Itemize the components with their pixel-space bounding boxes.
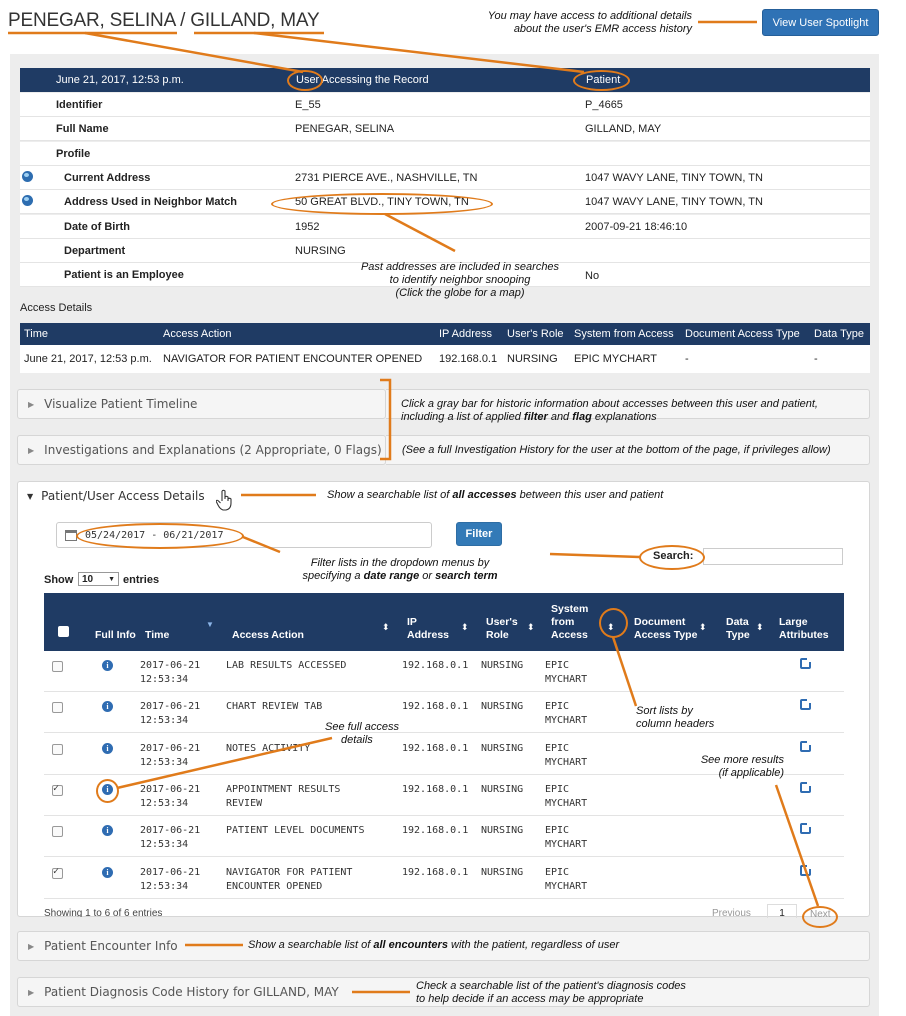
- record-row: [20, 215, 870, 239]
- system-cell: [545, 783, 587, 811]
- sort-icon[interactable]: ⬍: [382, 622, 390, 632]
- col-ip-address[interactable]: IP Address: [407, 616, 450, 641]
- row-checkbox[interactable]: [52, 826, 63, 837]
- gray-bar-note-2a: including a list of applied: [401, 411, 524, 423]
- info-icon[interactable]: i: [102, 825, 113, 836]
- encounters-note-b: all encounters: [373, 939, 448, 951]
- col-access-action[interactable]: Access Action: [232, 629, 304, 641]
- patient-column-header: Patient: [586, 74, 621, 86]
- record-user-value: 2731 PIERCE AVE., NASHVILLE, TN: [295, 171, 478, 184]
- row-checkbox[interactable]: [52, 661, 63, 672]
- diagnosis-history-label: Patient Diagnosis Code History for GILLAND, MAY: [44, 985, 339, 999]
- date-range-value: 05/24/2017 - 06/21/2017: [85, 529, 224, 541]
- role-cell: NURSING: [481, 783, 524, 795]
- chevron-right-icon: ▶: [28, 941, 35, 951]
- access-list-note: [327, 489, 663, 502]
- record-user-value: E_55: [295, 98, 321, 111]
- ad-col-role: User's Role: [507, 328, 564, 340]
- system-line: MYCHART: [545, 674, 588, 685]
- record-patient-value: No: [585, 270, 600, 282]
- sort-note-line-1: Sort lists by: [636, 705, 693, 717]
- record-user-value: 50 GREAT BLVD., TINY TOWN, TN: [295, 195, 469, 208]
- ip-cell: 192.168.0.1: [402, 825, 469, 837]
- system-line: MYCHART: [545, 880, 588, 892]
- system-cell: [545, 659, 587, 687]
- external-link-icon[interactable]: [800, 823, 811, 834]
- col-data-type[interactable]: Data Type: [726, 616, 750, 641]
- record-row: [20, 117, 870, 141]
- col-users-role[interactable]: User's Role: [486, 616, 518, 641]
- action-line: LAB RESULTS ACCESSED: [226, 660, 347, 671]
- table-row: [44, 858, 844, 899]
- showing-entries-text: Showing 1 to 6 of 6 entries: [44, 908, 163, 917]
- record-patient-value: 2007-09-21 18:46:10: [585, 220, 688, 233]
- page-title: PENEGAR, SELINA / GILLAND, MAY: [8, 10, 320, 31]
- date-range-oval: [76, 523, 244, 549]
- time-cell: [140, 700, 200, 728]
- role-cell: NURSING: [481, 866, 524, 878]
- system-line: EPIC: [545, 742, 570, 754]
- action-cell: [226, 700, 322, 714]
- system-line: MYCHART: [545, 797, 588, 809]
- role-cell: NURSING: [481, 660, 524, 671]
- action-line: NAVIGATOR FOR PATIENT: [226, 866, 353, 878]
- diagnosis-note-line-2: to help decide if an access may be appropriate: [416, 993, 644, 1005]
- record-row: [20, 93, 870, 117]
- view-user-spotlight-button[interactable]: View User Spotlight: [762, 9, 879, 36]
- ip-cell: 192.168.0.1: [402, 866, 469, 878]
- time-cell: [140, 742, 200, 770]
- external-link-icon[interactable]: [800, 741, 811, 752]
- spotlight-note-line-1: You may have access to additional details: [487, 10, 692, 22]
- system-line: EPIC: [545, 783, 570, 795]
- time-date: 2017-06-21: [140, 701, 201, 713]
- external-link-icon[interactable]: [800, 658, 811, 669]
- record-patient-value: 1047 WAVY LANE, TINY TOWN, TN: [585, 195, 763, 208]
- gray-bar-note-2d: flag: [572, 411, 592, 423]
- col-time[interactable]: Time: [145, 629, 170, 641]
- time-clock: 12:53:34: [140, 839, 189, 851]
- globe-icon[interactable]: [22, 195, 33, 206]
- address-note-line-3: (Click the globe for a map): [395, 287, 525, 299]
- time-cell: [140, 866, 200, 894]
- table-row: [44, 651, 844, 692]
- record-label: Full Name: [56, 122, 109, 135]
- action-cell: [226, 824, 364, 838]
- ad-col-time: Time: [24, 328, 49, 340]
- user-header-oval: [287, 70, 323, 91]
- grid-header: [44, 593, 844, 651]
- filter-note-line-1: Filter lists in the dropdown menus by: [310, 557, 490, 569]
- record-label: Date of Birth: [64, 220, 130, 233]
- row-checkbox[interactable]: [52, 785, 63, 796]
- time-date: 2017-06-21: [140, 742, 201, 754]
- sort-note: [636, 705, 714, 731]
- ad-col-doc: Document Access Type: [685, 328, 800, 340]
- external-link-icon[interactable]: [800, 865, 811, 876]
- investigations-bar[interactable]: [17, 435, 386, 465]
- info-icon[interactable]: i: [102, 784, 113, 795]
- record-row: [20, 166, 870, 190]
- address-note: [332, 261, 588, 300]
- diagnosis-note: [416, 980, 686, 1006]
- filter-note: [285, 557, 515, 583]
- ad-system: EPIC MYCHART: [574, 353, 657, 365]
- access-details-title: Patient/User Access Details: [41, 489, 205, 503]
- more-results-note: [680, 754, 784, 780]
- sort-icon[interactable]: ⬍: [527, 622, 535, 632]
- chevron-right-icon: ▶: [28, 987, 35, 997]
- record-user-value: NURSING: [295, 244, 346, 257]
- time-clock: 12:53:34: [140, 715, 189, 727]
- record-label: Patient is an Employee: [64, 268, 184, 281]
- address-note-line-1: Past addresses are included in searches: [360, 261, 560, 273]
- action-line: APPOINTMENT RESULTS: [226, 783, 341, 795]
- record-row: [20, 239, 870, 263]
- ad-col-data: Data Type: [814, 328, 864, 340]
- info-icon[interactable]: i: [102, 743, 113, 754]
- gray-bar-note-line-1: Click a gray bar for historic information about accesses between this user and patient,: [401, 398, 818, 410]
- full-details-note-line-2: details: [341, 734, 373, 746]
- show-label: Show: [44, 574, 74, 586]
- ad-action: NAVIGATOR FOR PATIENT ENCOUNTER OPENED: [163, 353, 423, 365]
- filter-button[interactable]: Filter: [456, 522, 502, 546]
- sort-icon[interactable]: ⬍: [607, 622, 615, 632]
- chevron-down-icon: ▼: [27, 491, 34, 501]
- col-system[interactable]: System from Access: [551, 603, 589, 641]
- row-checkbox[interactable]: [52, 702, 63, 713]
- ad-doc: -: [685, 353, 689, 365]
- action-cell: [226, 659, 346, 673]
- filter-note-line-2: [285, 570, 515, 583]
- investigations-label: Investigations and Explanations (2 Appropriate, 0 Flags): [44, 443, 382, 457]
- filter-note-2d: search term: [435, 570, 498, 582]
- access-details-row: [20, 345, 870, 373]
- time-clock: 12:53:34: [140, 674, 189, 685]
- record-patient-value: 1047 WAVY LANE, TINY TOWN, TN: [585, 171, 763, 184]
- system-line: EPIC: [545, 701, 570, 713]
- access-details-label: Access Details: [20, 302, 93, 314]
- patient-encounter-label: Patient Encounter Info: [44, 939, 178, 953]
- info-icon[interactable]: i: [102, 701, 113, 712]
- info-icon[interactable]: i: [102, 867, 113, 878]
- ip-cell: 192.168.0.1: [402, 660, 469, 671]
- entries-select-value: 10: [82, 573, 94, 585]
- spotlight-note: [450, 10, 692, 36]
- sort-oval: [599, 608, 628, 638]
- info-icon[interactable]: i: [102, 660, 113, 671]
- access-list-note-b: all accesses: [452, 489, 517, 501]
- col-full-info[interactable]: Full Info: [95, 629, 136, 641]
- sort-icon[interactable]: ⬍: [461, 622, 469, 632]
- ip-cell: 192.168.0.1: [402, 783, 469, 795]
- role-cell: NURSING: [481, 742, 524, 754]
- action-cell: [226, 742, 310, 756]
- action-line: REVIEW: [226, 797, 263, 809]
- search-oval: [639, 545, 705, 570]
- time-date: 2017-06-21: [140, 783, 201, 795]
- action-cell: [226, 866, 352, 894]
- system-line: EPIC: [545, 866, 570, 878]
- investigation-history-note: (See a full Investigation History for the user at the bottom of the page, if privileges allow): [402, 444, 831, 456]
- table-row: [44, 816, 844, 857]
- row-checkbox[interactable]: [52, 744, 63, 755]
- next-page-button[interactable]: Next: [810, 909, 831, 917]
- time-cell: [140, 824, 200, 852]
- table-row: [44, 692, 844, 733]
- filter-note-2c: or: [419, 570, 436, 582]
- system-cell: [545, 824, 587, 852]
- next-oval: [802, 906, 838, 928]
- encounters-note-a: Show a searchable list of: [248, 939, 374, 951]
- system-cell: [545, 742, 587, 770]
- visualize-timeline-label: Visualize Patient Timeline: [44, 397, 198, 411]
- system-line: MYCHART: [545, 839, 588, 851]
- time-date: 2017-06-21: [140, 866, 201, 878]
- external-link-icon[interactable]: [800, 699, 811, 710]
- external-link-icon[interactable]: [800, 782, 811, 793]
- access-details-header: [20, 323, 870, 345]
- sort-icon[interactable]: ⬍: [699, 622, 707, 632]
- action-cell: [226, 783, 340, 811]
- ip-cell: 192.168.0.1: [402, 701, 469, 713]
- system-line: MYCHART: [545, 715, 588, 727]
- neighbor-address-oval: [271, 193, 493, 215]
- system-line: EPIC: [545, 660, 570, 671]
- gray-bar-note-2c: and: [547, 411, 573, 423]
- select-all-checkbox[interactable]: [58, 626, 69, 637]
- role-cell: NURSING: [481, 825, 524, 837]
- record-label: Profile: [56, 147, 91, 160]
- time-cell: [140, 659, 200, 687]
- ad-ip: 192.168.0.1: [439, 353, 498, 365]
- action-line: ENCOUNTER OPENED: [226, 880, 323, 892]
- gray-bar-note: [401, 398, 881, 424]
- access-list-note-c: between this user and patient: [516, 489, 664, 501]
- record-patient-value: GILLAND, MAY: [585, 122, 662, 135]
- full-details-note-line-1: See full access: [325, 721, 399, 733]
- chevron-right-icon: ▶: [28, 399, 35, 409]
- diagnosis-note-line-1: Check a searchable list of the patient's diagnosis codes: [416, 980, 686, 992]
- filter-note-2a: specifying a: [302, 570, 364, 582]
- time-cell: [140, 783, 200, 811]
- address-note-line-2: to identify neighbor snooping: [389, 274, 531, 286]
- gray-bar-note-line-2: [401, 411, 881, 424]
- chevron-right-icon: ▶: [28, 445, 35, 455]
- time-clock: 12:53:34: [140, 797, 189, 809]
- sort-desc-icon: ▼: [206, 620, 214, 629]
- access-list-note-a: Show a searchable list of: [327, 489, 453, 501]
- more-results-note-line-1: See more results: [700, 754, 784, 766]
- system-cell: [545, 866, 587, 894]
- role-cell: NURSING: [481, 701, 524, 713]
- ad-col-action: Access Action: [163, 328, 232, 340]
- ad-time: June 21, 2017, 12:53 p.m.: [24, 353, 152, 365]
- sort-icon[interactable]: ⬍: [756, 622, 764, 632]
- visualize-timeline-bar[interactable]: [17, 389, 386, 419]
- system-line: EPIC: [545, 825, 570, 837]
- ad-col-system: System from Access: [574, 328, 674, 340]
- record-label: Address Used in Neighbor Match: [64, 195, 237, 208]
- record-label: Identifier: [56, 98, 103, 111]
- hand-cursor-icon: [216, 489, 234, 513]
- time-date: 2017-06-21: [140, 660, 201, 671]
- record-patient-value: P_4665: [585, 98, 623, 111]
- action-line: CHART REVIEW TAB: [226, 701, 323, 713]
- user-column-header: User Accessing the Record: [296, 74, 429, 86]
- filter-note-2b: date range: [363, 570, 420, 582]
- chevron-down-icon: ▼: [108, 575, 115, 583]
- search-input[interactable]: [703, 548, 843, 565]
- patient-header-oval: [573, 70, 630, 91]
- entries-select[interactable]: [78, 572, 119, 586]
- entries-label: entries: [123, 574, 160, 586]
- record-user-value: PENEGAR, SELINA: [295, 122, 395, 135]
- col-document-access-type[interactable]: Document Access Type: [634, 616, 698, 641]
- system-line: MYCHART: [545, 756, 588, 768]
- more-results-note-line-2: (if applicable): [718, 767, 784, 779]
- action-line: PATIENT LEVEL DOCUMENTS: [226, 825, 365, 837]
- system-cell: [545, 700, 587, 728]
- search-label: Search:: [653, 550, 694, 562]
- record-user-value: 1952: [295, 220, 320, 233]
- encounters-note: [248, 939, 619, 952]
- full-details-note: [325, 721, 399, 747]
- time-clock: 12:53:34: [140, 756, 189, 768]
- record-header-row: [20, 68, 870, 92]
- ad-role: NURSING: [507, 353, 558, 365]
- globe-icon[interactable]: [22, 171, 33, 182]
- spotlight-note-line-2: about the user's EMR access history: [513, 23, 692, 35]
- ad-data: -: [814, 353, 818, 365]
- gray-bar-note-2e: explanations: [591, 411, 657, 423]
- row-checkbox[interactable]: [52, 868, 63, 879]
- previous-page-button[interactable]: Previous: [712, 908, 751, 917]
- time-date: 2017-06-21: [140, 825, 201, 837]
- gray-bar-note-2b: filter: [523, 411, 548, 423]
- sort-note-line-2: column headers: [636, 718, 715, 730]
- info-oval: [96, 779, 119, 803]
- record-label: Current Address: [64, 171, 151, 184]
- table-row: [44, 775, 844, 816]
- ad-col-ip: IP Address: [439, 328, 492, 340]
- action-line: NOTES ACTIVITY: [226, 742, 311, 754]
- time-clock: 12:53:34: [140, 880, 189, 892]
- record-label: Department: [64, 244, 126, 257]
- record-date: June 21, 2017, 12:53 p.m.: [56, 74, 184, 86]
- col-large-attributes: Large Attributes: [779, 616, 829, 641]
- record-row: [20, 142, 870, 166]
- ip-cell: 192.168.0.1: [402, 742, 469, 754]
- encounters-note-c: with the patient, regardless of user: [447, 939, 620, 951]
- page-1-button[interactable]: 1: [767, 904, 797, 918]
